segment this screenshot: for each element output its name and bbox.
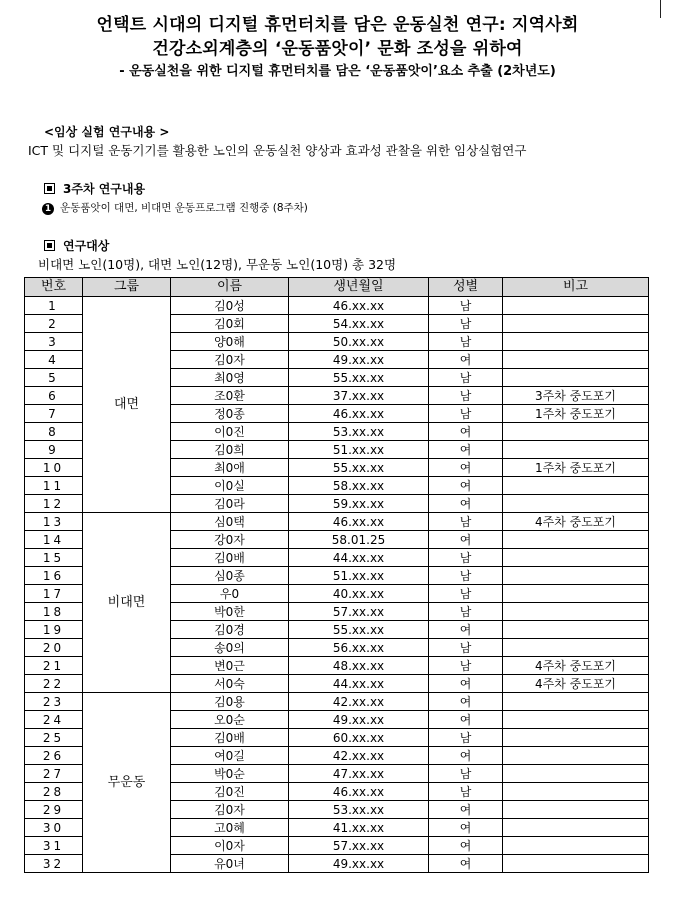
cell-birthdate: 46.xx.xx (289, 783, 429, 801)
cell-name: 유0녀 (171, 855, 289, 873)
header-note: 비고 (503, 278, 649, 297)
cell-note (503, 801, 649, 819)
cell-birthdate: 42.xx.xx (289, 693, 429, 711)
cell-note (503, 747, 649, 765)
cell-sex: 남 (429, 405, 503, 423)
cell-name: 김0진 (171, 783, 289, 801)
cell-number: 5 (25, 369, 83, 387)
cell-note (503, 549, 649, 567)
cell-sex: 남 (429, 297, 503, 315)
cell-sex: 여 (429, 801, 503, 819)
cell-name: 송0의 (171, 639, 289, 657)
cell-name: 김0회 (171, 315, 289, 333)
cell-name: 김0성 (171, 297, 289, 315)
cell-birthdate: 51.xx.xx (289, 441, 429, 459)
week3-heading: 3주차 연구내용 (63, 182, 146, 196)
cell-birthdate: 59.xx.xx (289, 495, 429, 513)
cell-note: 4주차 중도포기 (503, 657, 649, 675)
cell-name: 김0배 (171, 549, 289, 567)
cell-name: 심0택 (171, 513, 289, 531)
header-birthdate: 생년월일 (289, 278, 429, 297)
week3-item-text: 운동품앗이 대면, 비대면 운동프로그램 진행중 (8주차) (60, 202, 308, 214)
square-bullet-icon (44, 183, 55, 194)
cell-sex: 여 (429, 531, 503, 549)
cell-number: 22 (25, 675, 83, 693)
cell-number: 24 (25, 711, 83, 729)
cell-name: 박0한 (171, 603, 289, 621)
cell-note (503, 783, 649, 801)
cell-number: 2 (25, 315, 83, 333)
cell-name: 이0자 (171, 837, 289, 855)
cell-sex: 남 (429, 333, 503, 351)
cell-name: 조0환 (171, 387, 289, 405)
cell-name: 정0종 (171, 405, 289, 423)
cell-number: 26 (25, 747, 83, 765)
cell-note: 1주차 중도포기 (503, 405, 649, 423)
cell-note (503, 441, 649, 459)
cell-birthdate: 48.xx.xx (289, 657, 429, 675)
cell-number: 28 (25, 783, 83, 801)
cell-number: 1 (25, 297, 83, 315)
cell-name: 오0순 (171, 711, 289, 729)
cell-note (503, 495, 649, 513)
cell-birthdate: 55.xx.xx (289, 621, 429, 639)
week3-item (42, 200, 308, 215)
cell-birthdate: 44.xx.xx (289, 549, 429, 567)
cell-birthdate: 56.xx.xx (289, 639, 429, 657)
cell-birthdate: 55.xx.xx (289, 459, 429, 477)
cell-name: 강0자 (171, 531, 289, 549)
cell-birthdate: 54.xx.xx (289, 315, 429, 333)
cell-note (503, 837, 649, 855)
cell-name: 변0근 (171, 657, 289, 675)
cell-sex: 남 (429, 783, 503, 801)
cell-sex: 여 (429, 459, 503, 477)
cell-birthdate: 40.xx.xx (289, 585, 429, 603)
cell-note: 4주차 중도포기 (503, 513, 649, 531)
clinical-text: ICT 및 디지털 운동기기를 활용한 노인의 운동실천 양상과 효과성 관찰을 위한 임상실험연구 (28, 143, 527, 158)
cell-birthdate: 58.01.25 (289, 531, 429, 549)
subjects-summary: 비대면 노인(10명), 대면 노인(12명), 무운동 노인(10명) 총 32명 (38, 257, 397, 272)
cell-number: 14 (25, 531, 83, 549)
header-sex: 성별 (429, 278, 503, 297)
cell-number: 4 (25, 351, 83, 369)
cell-number: 17 (25, 585, 83, 603)
cell-name: 김0배 (171, 729, 289, 747)
cell-note (503, 729, 649, 747)
table-row (25, 513, 649, 531)
cell-birthdate: 57.xx.xx (289, 603, 429, 621)
cell-birthdate: 42.xx.xx (289, 747, 429, 765)
cell-number: 9 (25, 441, 83, 459)
cell-birthdate: 44.xx.xx (289, 675, 429, 693)
square-bullet-icon (44, 240, 55, 251)
cell-number: 7 (25, 405, 83, 423)
cell-note (503, 693, 649, 711)
cell-name: 이0진 (171, 423, 289, 441)
cell-note (503, 423, 649, 441)
header-group: 그룹 (83, 278, 171, 297)
cell-number: 6 (25, 387, 83, 405)
cell-name: 김0경 (171, 621, 289, 639)
cell-sex: 남 (429, 387, 503, 405)
cell-sex: 남 (429, 549, 503, 567)
document-subtitle: - 운동실천을 위한 디지털 휴먼터치를 담은 ‘운동품앗이’요소 추출 (2차년도) (119, 64, 556, 79)
cell-note: 1주차 중도포기 (503, 459, 649, 477)
cell-sex: 남 (429, 315, 503, 333)
cell-sex: 남 (429, 729, 503, 747)
cell-number: 30 (25, 819, 83, 837)
cell-note: 3주차 중도포기 (503, 387, 649, 405)
cell-name: 심0종 (171, 567, 289, 585)
cell-number: 16 (25, 567, 83, 585)
table-header-row (25, 278, 649, 297)
cell-number: 20 (25, 639, 83, 657)
cell-number: 27 (25, 765, 83, 783)
cell-number: 23 (25, 693, 83, 711)
cell-sex: 여 (429, 855, 503, 873)
cell-note (503, 315, 649, 333)
cell-birthdate: 55.xx.xx (289, 369, 429, 387)
week3-section (44, 180, 145, 197)
cell-birthdate: 58.xx.xx (289, 477, 429, 495)
cell-note (503, 621, 649, 639)
cell-group: 무운동 (83, 693, 171, 873)
cell-note (503, 855, 649, 873)
cell-name: 이0실 (171, 477, 289, 495)
cell-birthdate: 37.xx.xx (289, 387, 429, 405)
cell-note (503, 819, 649, 837)
cell-number: 21 (25, 657, 83, 675)
cell-birthdate: 49.xx.xx (289, 711, 429, 729)
cell-note (503, 585, 649, 603)
cell-sex: 여 (429, 477, 503, 495)
cell-sex: 남 (429, 765, 503, 783)
cell-sex: 여 (429, 351, 503, 369)
cell-name: 양0해 (171, 333, 289, 351)
subjects-table (24, 277, 649, 873)
cell-sex: 여 (429, 747, 503, 765)
cell-number: 8 (25, 423, 83, 441)
cell-sex: 남 (429, 585, 503, 603)
cell-number: 25 (25, 729, 83, 747)
clinical-heading: <임상 실험 연구내용 > (44, 125, 170, 139)
cell-number: 18 (25, 603, 83, 621)
cell-group: 대면 (83, 297, 171, 513)
cell-name: 서0숙 (171, 675, 289, 693)
cell-birthdate: 46.xx.xx (289, 405, 429, 423)
cell-number: 19 (25, 621, 83, 639)
cell-name: 고0혜 (171, 819, 289, 837)
cell-name: 우0 (171, 585, 289, 603)
cell-note (503, 351, 649, 369)
table-row (25, 693, 649, 711)
cell-name: 김0용 (171, 693, 289, 711)
cell-birthdate: 49.xx.xx (289, 855, 429, 873)
cell-name: 김0자 (171, 351, 289, 369)
cell-number: 3 (25, 333, 83, 351)
cell-sex: 여 (429, 837, 503, 855)
cell-birthdate: 60.xx.xx (289, 729, 429, 747)
cell-birthdate: 49.xx.xx (289, 351, 429, 369)
cell-note (503, 477, 649, 495)
cell-note: 4주차 중도포기 (503, 675, 649, 693)
cell-sex: 여 (429, 495, 503, 513)
cell-sex: 여 (429, 693, 503, 711)
cell-name: 박0순 (171, 765, 289, 783)
cell-birthdate: 46.xx.xx (289, 297, 429, 315)
cell-note (503, 531, 649, 549)
cell-note (503, 639, 649, 657)
cell-birthdate: 47.xx.xx (289, 765, 429, 783)
header-name: 이름 (171, 278, 289, 297)
cell-note (503, 711, 649, 729)
document-title-line1: 언택트 시대의 디지털 휴먼터치를 담은 운동실천 연구: 지역사회 (96, 15, 579, 35)
cell-number: 32 (25, 855, 83, 873)
cell-sex: 여 (429, 819, 503, 837)
cell-number: 12 (25, 495, 83, 513)
cell-name: 김0자 (171, 801, 289, 819)
cell-sex: 남 (429, 513, 503, 531)
cell-sex: 여 (429, 675, 503, 693)
header-number: 번호 (25, 278, 83, 297)
cell-birthdate: 53.xx.xx (289, 423, 429, 441)
cell-note (503, 369, 649, 387)
cell-birthdate: 57.xx.xx (289, 837, 429, 855)
cell-number: 29 (25, 801, 83, 819)
document-title-line2: 건강소외계층의 ‘운동품앗이’ 문화 조성을 위하여 (152, 39, 523, 59)
cell-name: 최0영 (171, 369, 289, 387)
cell-group: 비대면 (83, 513, 171, 693)
cell-birthdate: 46.xx.xx (289, 513, 429, 531)
subjects-heading: 연구대상 (63, 239, 110, 253)
cell-birthdate: 50.xx.xx (289, 333, 429, 351)
cell-sex: 여 (429, 423, 503, 441)
cell-sex: 여 (429, 441, 503, 459)
cell-number: 11 (25, 477, 83, 495)
cell-number: 13 (25, 513, 83, 531)
subjects-section (44, 237, 109, 254)
cell-name: 최0애 (171, 459, 289, 477)
cell-name: 김0희 (171, 441, 289, 459)
cell-sex: 남 (429, 369, 503, 387)
cell-birthdate: 53.xx.xx (289, 801, 429, 819)
cell-number: 31 (25, 837, 83, 855)
cell-sex: 남 (429, 657, 503, 675)
cell-note (503, 297, 649, 315)
cell-sex: 남 (429, 603, 503, 621)
cell-name: 김0라 (171, 495, 289, 513)
cell-birthdate: 41.xx.xx (289, 819, 429, 837)
cell-sex: 여 (429, 711, 503, 729)
cell-name: 여0길 (171, 747, 289, 765)
cell-sex: 여 (429, 621, 503, 639)
circled-number-icon: 1 (42, 203, 54, 215)
cell-number: 10 (25, 459, 83, 477)
table-row (25, 297, 649, 315)
cell-sex: 남 (429, 567, 503, 585)
cell-note (503, 333, 649, 351)
cell-birthdate: 51.xx.xx (289, 567, 429, 585)
cell-sex: 남 (429, 639, 503, 657)
cell-note (503, 765, 649, 783)
cell-note (503, 603, 649, 621)
cell-note (503, 567, 649, 585)
cell-number: 15 (25, 549, 83, 567)
